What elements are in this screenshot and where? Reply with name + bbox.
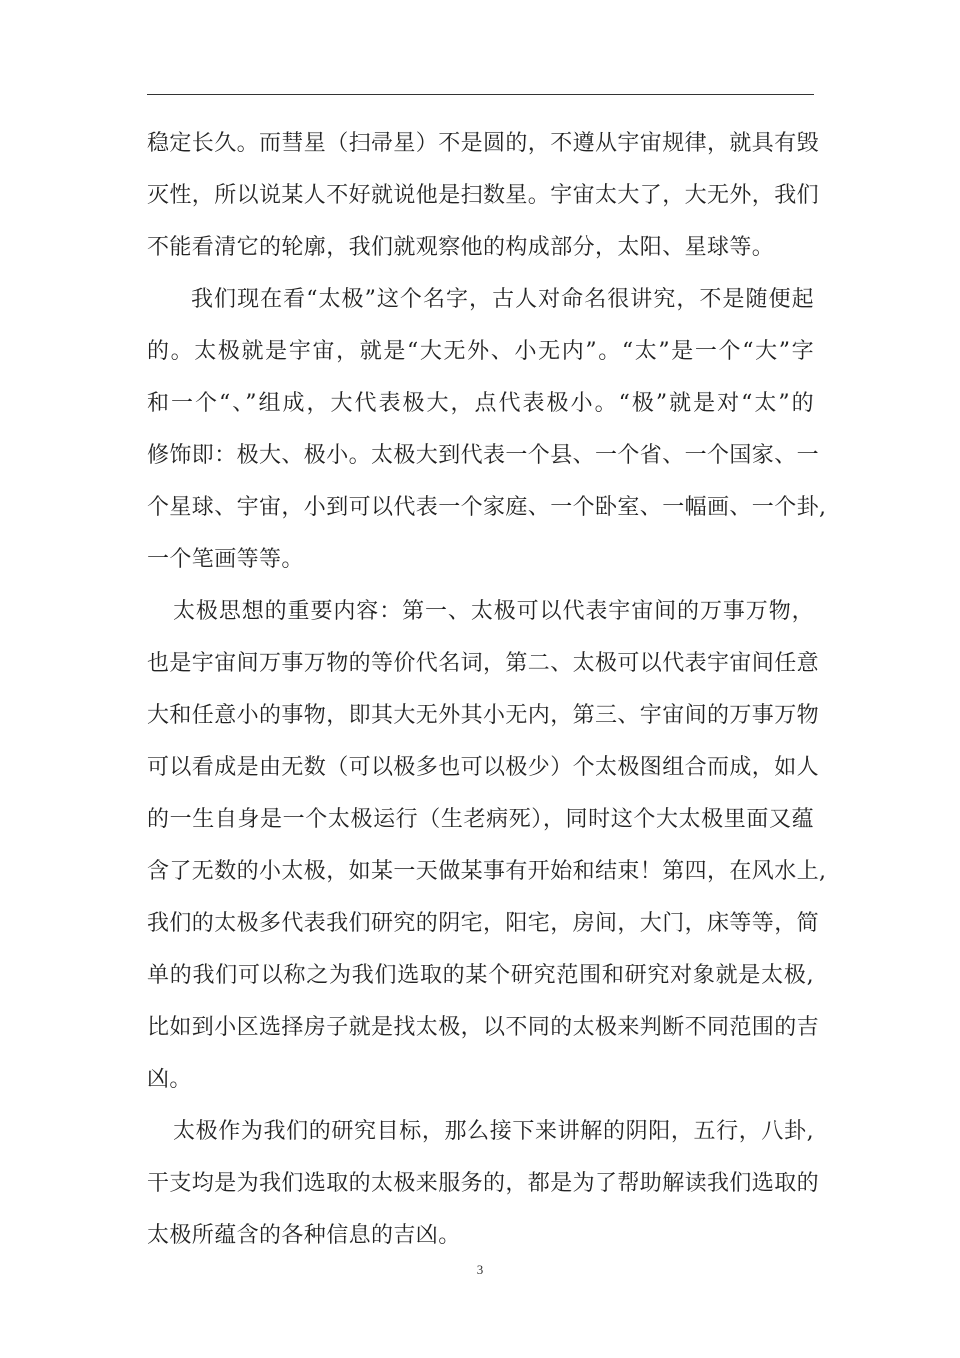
text-line: 一个笔画等等。 <box>147 547 304 572</box>
text-line: 也是宇宙间万事万物的等价代名词，第二、太极可以代表宇宙间任意 <box>147 651 820 676</box>
text-line: 不能看清它的轮廓，我们就观察他的构成部分，太阳、星球等。 <box>147 235 775 260</box>
text-line: 比如到小区选择房子就是找太极，以不同的太极来判断不同范围的吉 <box>147 1015 820 1040</box>
text-line: 凶。 <box>147 1067 192 1092</box>
page-number: 3 <box>476 1262 484 1277</box>
paragraph-first-line: 我们现在看“太极”这个名字，古人对命名很讲究，不是随便起 <box>191 287 814 312</box>
text-line: 的一生自身是一个太极运行（生老病死），同时这个大太极里面又蕴 <box>147 807 814 832</box>
header-rule <box>147 94 814 95</box>
text-line: 大和任意小的事物，即其大无外其小无内，第三、宇宙间的万事万物 <box>147 703 820 728</box>
text-line: 可以看成是由无数（可以极多也可以极少）个太极图组合而成，如人 <box>147 755 820 780</box>
paragraph-first-line: 太极思想的重要内容：第一、太极可以代表宇宙间的万事万物， <box>173 599 814 624</box>
text-line: 单的我们可以称之为我们选取的某个研究范围和研究对象就是太极, <box>147 963 814 988</box>
text-line: 个星球、宇宙，小到可以代表一个家庭、一个卧室、一幅画、一个卦, <box>147 495 827 520</box>
text-line: 的。太极就是宇宙，就是“大无外、小无内”。“太”是一个“大”字 <box>147 339 814 364</box>
text-line: 灭性，所以说某人不好就说他是扫数星。宇宙太大了，大无外，我们 <box>147 183 820 208</box>
text-line: 干支均是为我们选取的太极来服务的，都是为了帮助解读我们选取的 <box>147 1171 820 1196</box>
text-line: 和一个“、”组成，大代表极大，点代表极小。“极”就是对“太”的 <box>147 391 814 416</box>
text-line: 稳定长久。而彗星（扫帚星）不是圆的，不遵从宇宙规律，就具有毁 <box>147 131 820 156</box>
text-line: 修饰即：极大、极小。太极大到代表一个县、一个省、一个国家、一 <box>147 443 820 468</box>
text-line: 我们的太极多代表我们研究的阴宅，阳宅，房间，大门，床等等，简 <box>147 911 820 936</box>
paragraph-first-line: 太极作为我们的研究目标，那么接下来讲解的阴阳，五行，八卦, <box>173 1119 814 1144</box>
body-text <box>147 118 827 1262</box>
text-line: 含了无数的小太极，如某一天做某事有开始和结束！第四，在风水上, <box>147 859 827 884</box>
text-line: 太极所蕴含的各种信息的吉凶。 <box>147 1223 461 1248</box>
